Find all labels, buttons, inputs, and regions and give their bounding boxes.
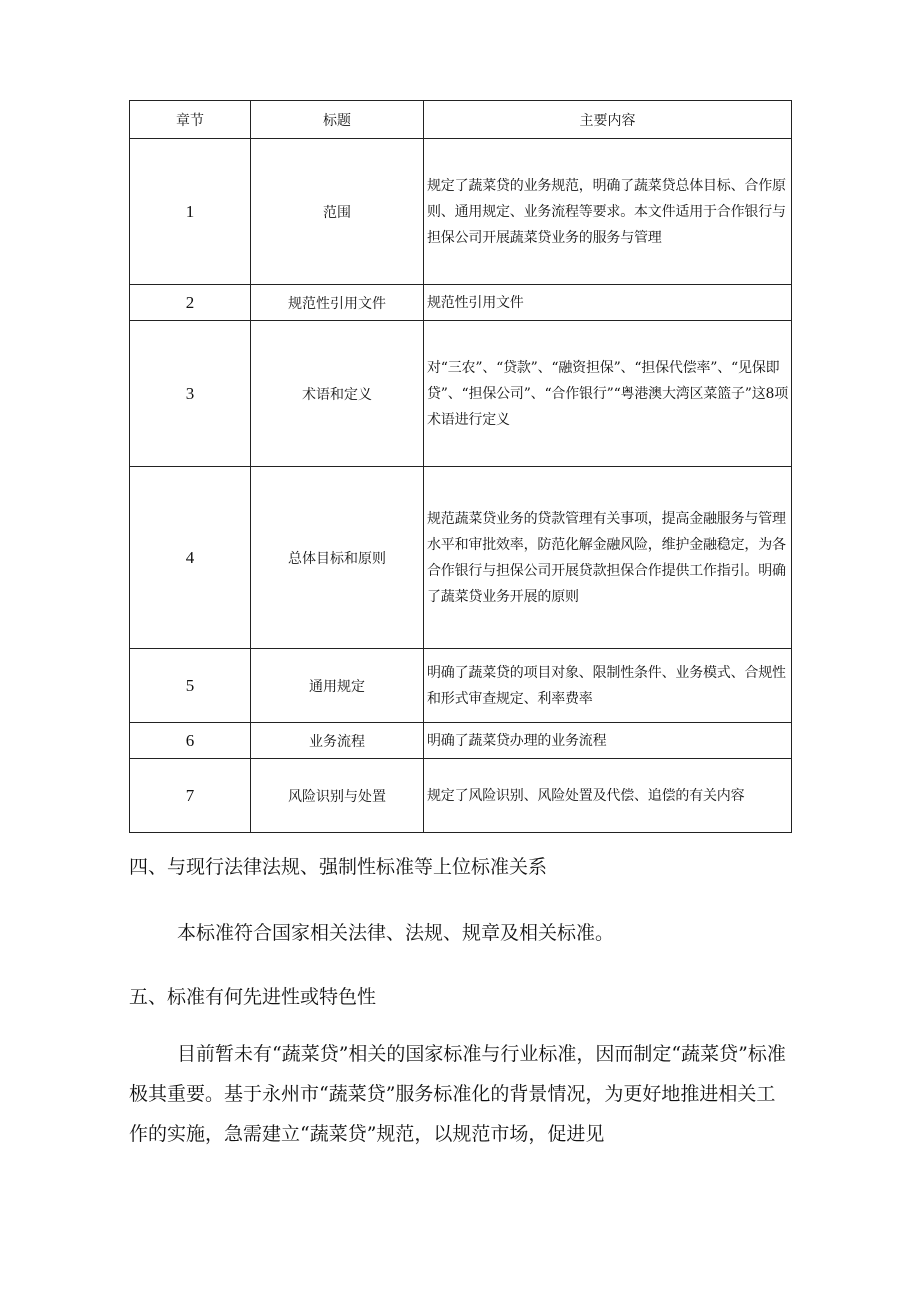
- row-title: 范围: [251, 139, 424, 285]
- row-title: 术语和定义: [251, 321, 424, 467]
- section5-body: 目前暂未有“蔬菜贷”相关的国家标准与行业标准，因而制定“蔬菜贷”标准极其重要。基于永州市“蔬菜贷”服务标准化的背景情况，为更好地推进相关工作的实施，急需建立“蔬菜贷”规范，以规范市场，促进见: [129, 1043, 786, 1145]
- row-chapter: 7: [130, 759, 251, 833]
- row-chapter: 5: [130, 649, 251, 723]
- chapter-summary-table: [129, 100, 792, 833]
- row-content: 明确了蔬菜贷的项目对象、限制性条件、业务模式、合规性和形式审查规定、利率费率: [424, 649, 792, 723]
- row-title: 总体目标和原则: [251, 467, 424, 649]
- section4-heading: 四、与现行法律法规、强制性标准等上位标准关系: [129, 856, 548, 878]
- header-chapter: 章节: [130, 101, 251, 139]
- row-content: 规定了风险识别、风险处置及代偿、追偿的有关内容: [424, 759, 792, 833]
- row-content: 对“三农”、“贷款”、“融资担保”、“担保代偿率”、“见保即贷”、“担保公司”、“合作银行”“粤港澳大湾区菜篮子”这8项术语进行定义: [424, 321, 792, 467]
- section5-heading: 五、标准有何先进性或特色性: [129, 986, 377, 1008]
- row-chapter: 2: [130, 285, 251, 321]
- table-row: [130, 467, 792, 649]
- row-content: 明确了蔬菜贷办理的业务流程: [424, 723, 792, 759]
- header-content: 主要内容: [424, 101, 792, 139]
- row-chapter: 4: [130, 467, 251, 649]
- table-row: [130, 321, 792, 467]
- row-chapter: 6: [130, 723, 251, 759]
- table-row: [130, 723, 792, 759]
- row-content: 规范蔬菜贷业务的贷款管理有关事项，提高金融服务与管理水平和审批效率，防范化解金融风险，维护金融稳定，为各合作银行与担保公司开展贷款担保合作提供工作指引。明确了蔬菜贷业务开展的原则: [424, 467, 792, 649]
- row-chapter: 1: [130, 139, 251, 285]
- row-content: 规范性引用文件: [424, 285, 792, 321]
- table-header-row: [130, 101, 792, 139]
- header-title: 标题: [251, 101, 424, 139]
- table-row: [130, 285, 792, 321]
- table-row: [130, 649, 792, 723]
- table-row: [130, 139, 792, 285]
- section4-body: 本标准符合国家相关法律、法规、规章及相关标准。: [177, 922, 615, 944]
- table-row: [130, 759, 792, 833]
- row-chapter: 3: [130, 321, 251, 467]
- row-content: 规定了蔬菜贷的业务规范，明确了蔬菜贷总体目标、合作原则、通用规定、业务流程等要求。本文件适用于合作银行与担保公司开展蔬菜贷业务的服务与管理: [424, 139, 792, 285]
- row-title: 通用规定: [251, 649, 424, 723]
- row-title: 规范性引用文件: [251, 285, 424, 321]
- row-title: 业务流程: [251, 723, 424, 759]
- row-title: 风险识别与处置: [251, 759, 424, 833]
